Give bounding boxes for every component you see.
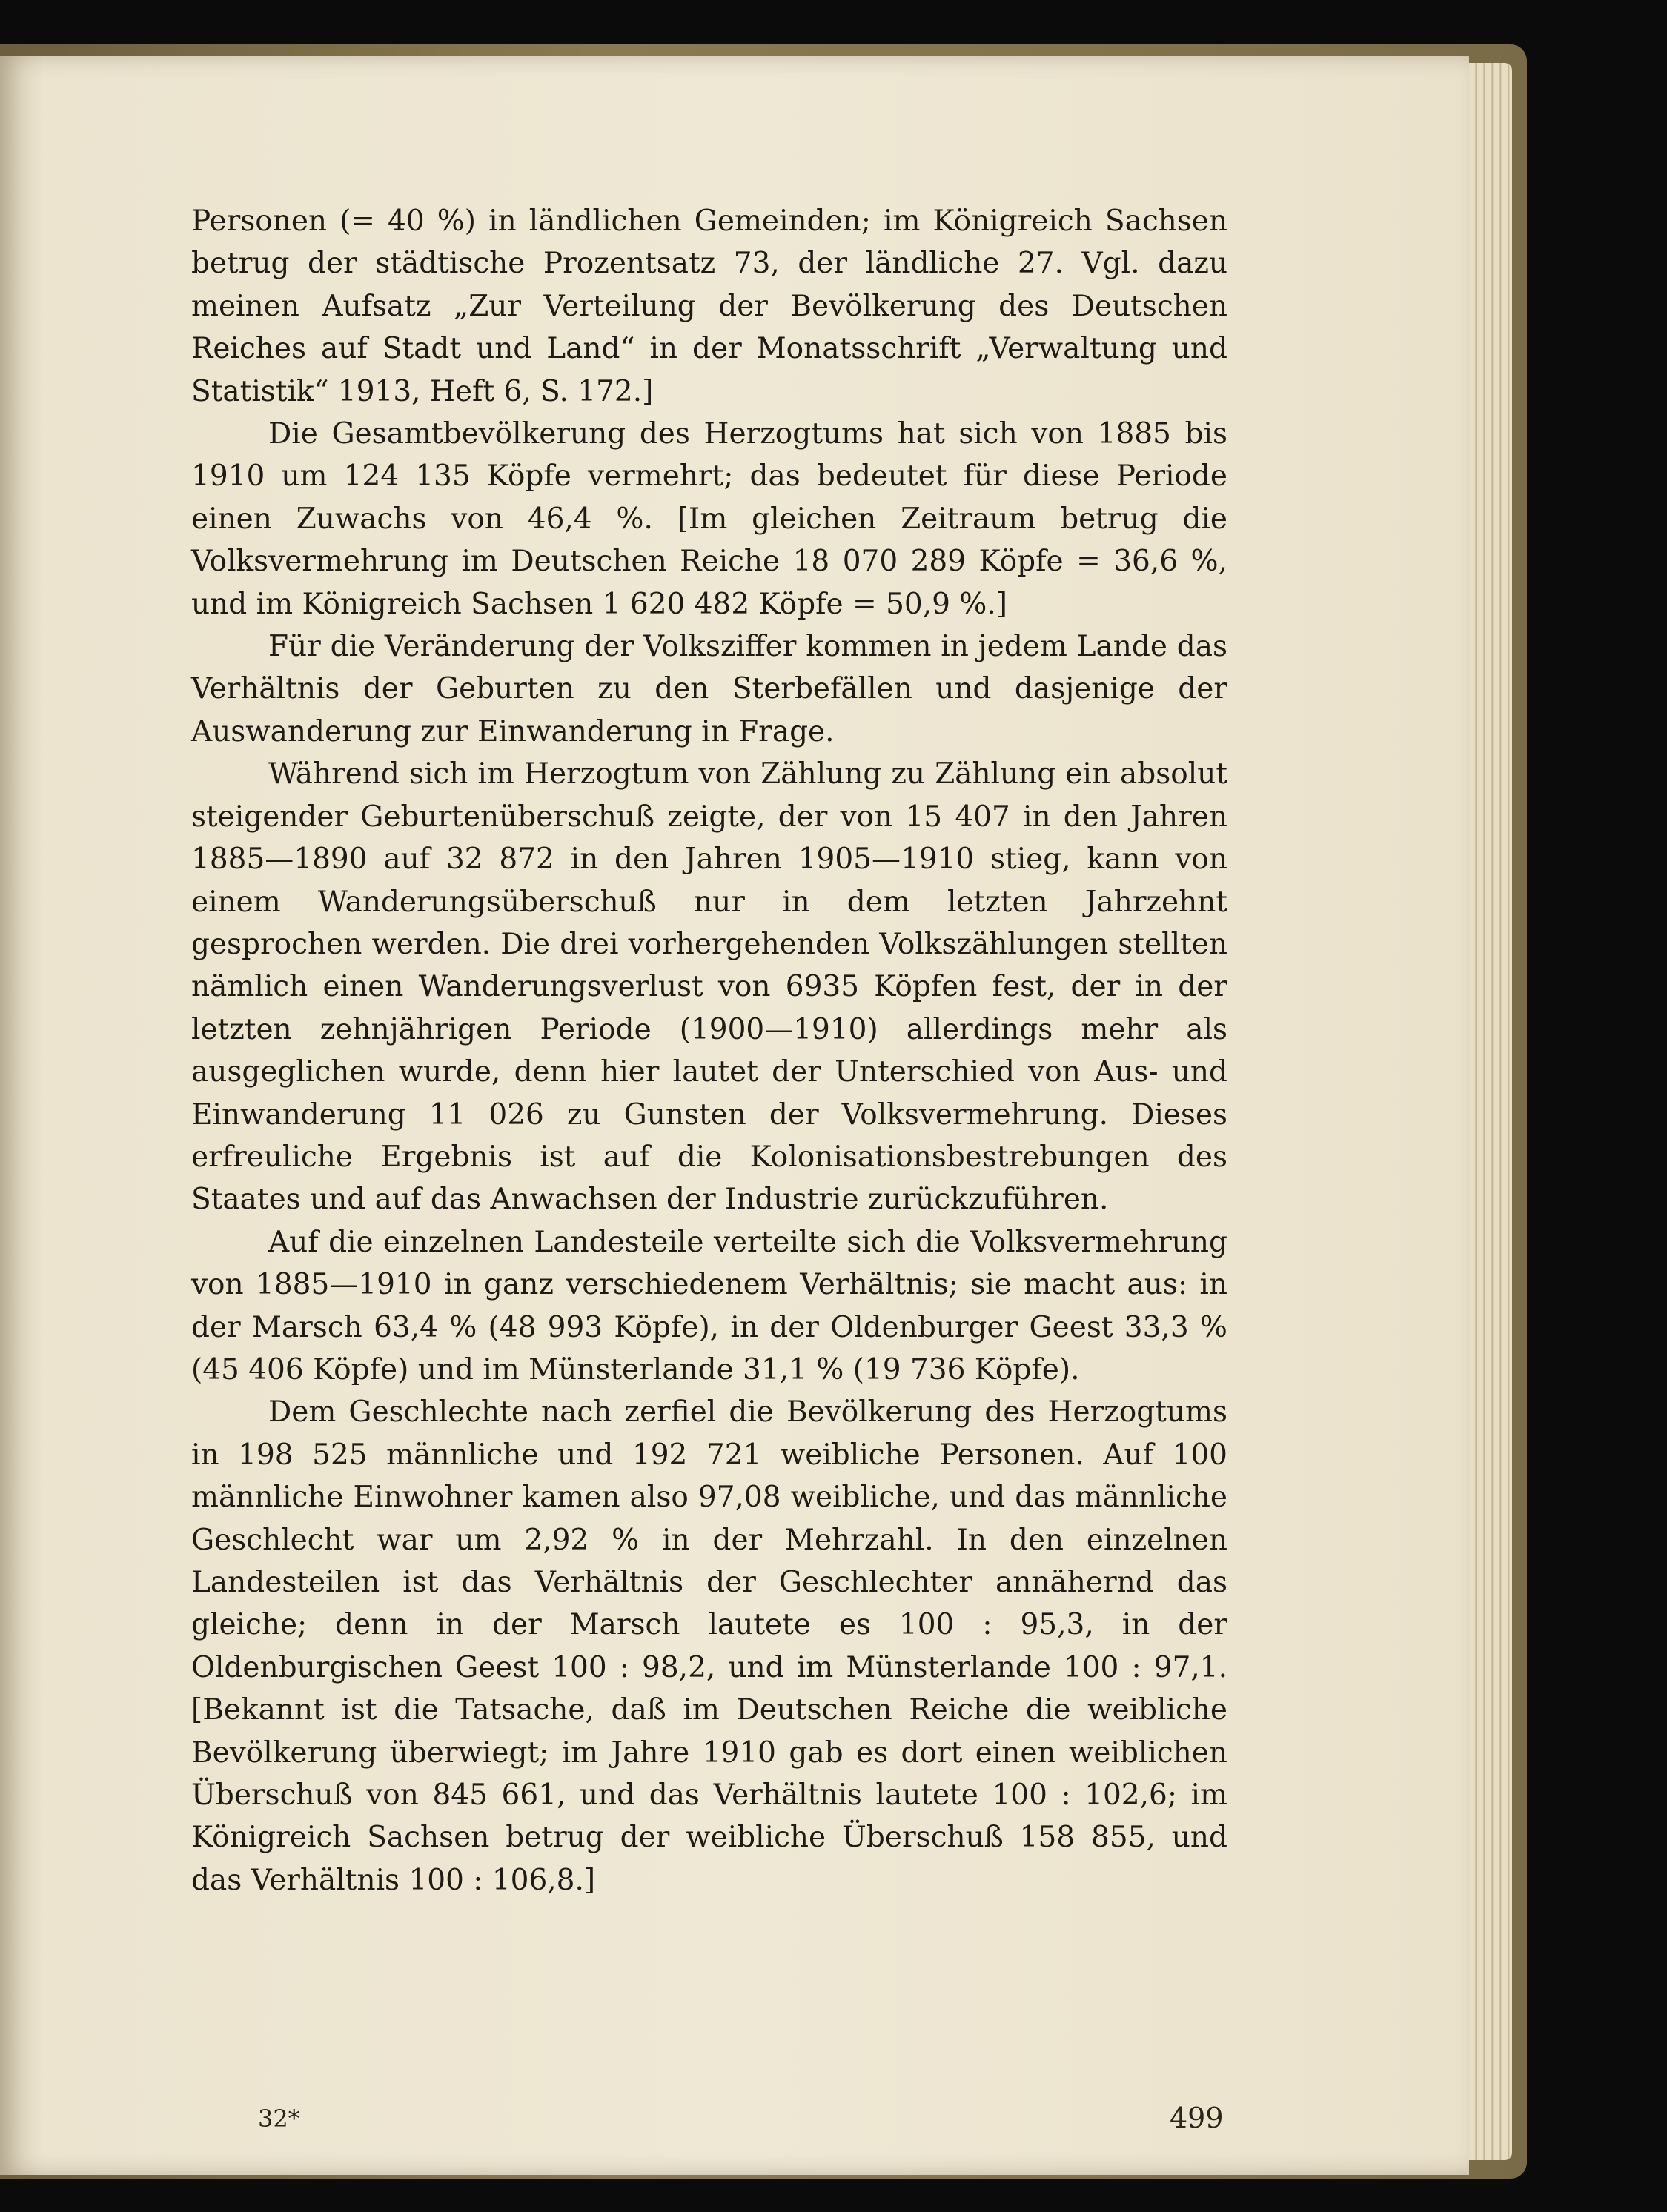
paragraph-continued: Personen (= 40 %) in ländlichen Gemeinden; im Königreich Sachsen betrug der städtische Prozentsatz 73, der ländliche 27. Vgl. dazu meinen Aufsatz „Zur Verteilung der Bevölkerung des Deutschen Reiches auf Stadt und Land“ in der Monatsschrift „Verwaltung und Statistik“ 1913, Heft 6, S. 172.]	[191, 205, 1227, 408]
paragraph: Die Gesamtbevölkerung des Herzogtums hat sich von 1885 bis 1910 um 124 135 Köpfe vermehrt; das bedeutet für diese Periode einen Zuwachs von 46,4 %. [Im gleichen Zeitraum betrug die Volksvermehrung im Deutschen Reiche 18 070 289 Köpfe = 36,6 %, und im Königreich Sachsen 1 620 482 Köpfe = 50,9 %.]	[191, 417, 1227, 621]
page-number: 499	[1170, 2102, 1224, 2134]
paragraph: Dem Geschlechte nach zerfiel die Bevölkerung des Herzogtums in 198 525 männliche und 192 721 weibliche Personen. Auf 100 männliche Einwohner kamen also 97,08 weibliche, und das männliche Geschlecht war um 2,92 % in der Mehrzahl. In den einzelnen Landesteilen ist das Verhältnis der Geschlechter annähernd das gleiche; denn in der Marsch lautete es 100 : 95,3, in der Oldenburgischen Geest 100 : 98,2, und im Münsterlande 100 : 97,1. [Bekannt ist die Tatsache, daß im Deutschen Reiche die weibliche Bevölkerung überwiegt; im Jahre 1910 gab es dort einen weiblichen Überschuß von 845 661, und das Verhältnis lautete 100 : 102,6; im Königreich Sachsen betrug der weibliche Überschuß 158 855, und das Verhältnis 100 : 106,8.]	[191, 1395, 1227, 1897]
body-text	[191, 200, 1227, 1902]
paragraph: Für die Veränderung der Volksziffer kommen in jedem Lande das Verhältnis der Geburten zu den Sterbefällen und dasjenige der Auswanderung zur Einwanderung in Frage.	[191, 630, 1227, 748]
paragraph: Während sich im Herzogtum von Zählung zu Zählung ein absolut steigender Geburtenüberschuß zeigte, der von 15 407 in den Jahren 1885—1890 auf 32 872 in den Jahren 1905—1910 stieg, kann von einem Wanderungsüberschuß nur in dem letzten Jahrzehnt gesprochen werden. Die drei vorhergehenden Volkszählungen stellten nämlich einen Wanderungsverlust von 6935 Köpfen fest, der in der letzten zehnjährigen Periode (1900—1910) allerdings mehr als ausgeglichen wurde, denn hier lautet der Unterschied von Aus- und Einwanderung 11 026 zu Gunsten der Volksvermehrung. Dieses erfreuliche Ergebnis ist auf die Kolonisationsbestrebungen des Staates und auf das Anwachsen der Industrie zurückzuführen.	[191, 757, 1227, 1217]
signature-mark: 32*	[258, 2105, 300, 2133]
paragraph: Auf die einzelnen Landesteile verteilte sich die Volksvermehrung von 1885—1910 in ganz verschiedenem Verhältnis; sie macht aus: in der Marsch 63,4 % (48 993 Köpfe), in der Oldenburger Geest 33,3 % (45 406 Köpfe) und im Münsterlande 31,1 % (19 736 Köpfe).	[191, 1225, 1227, 1386]
